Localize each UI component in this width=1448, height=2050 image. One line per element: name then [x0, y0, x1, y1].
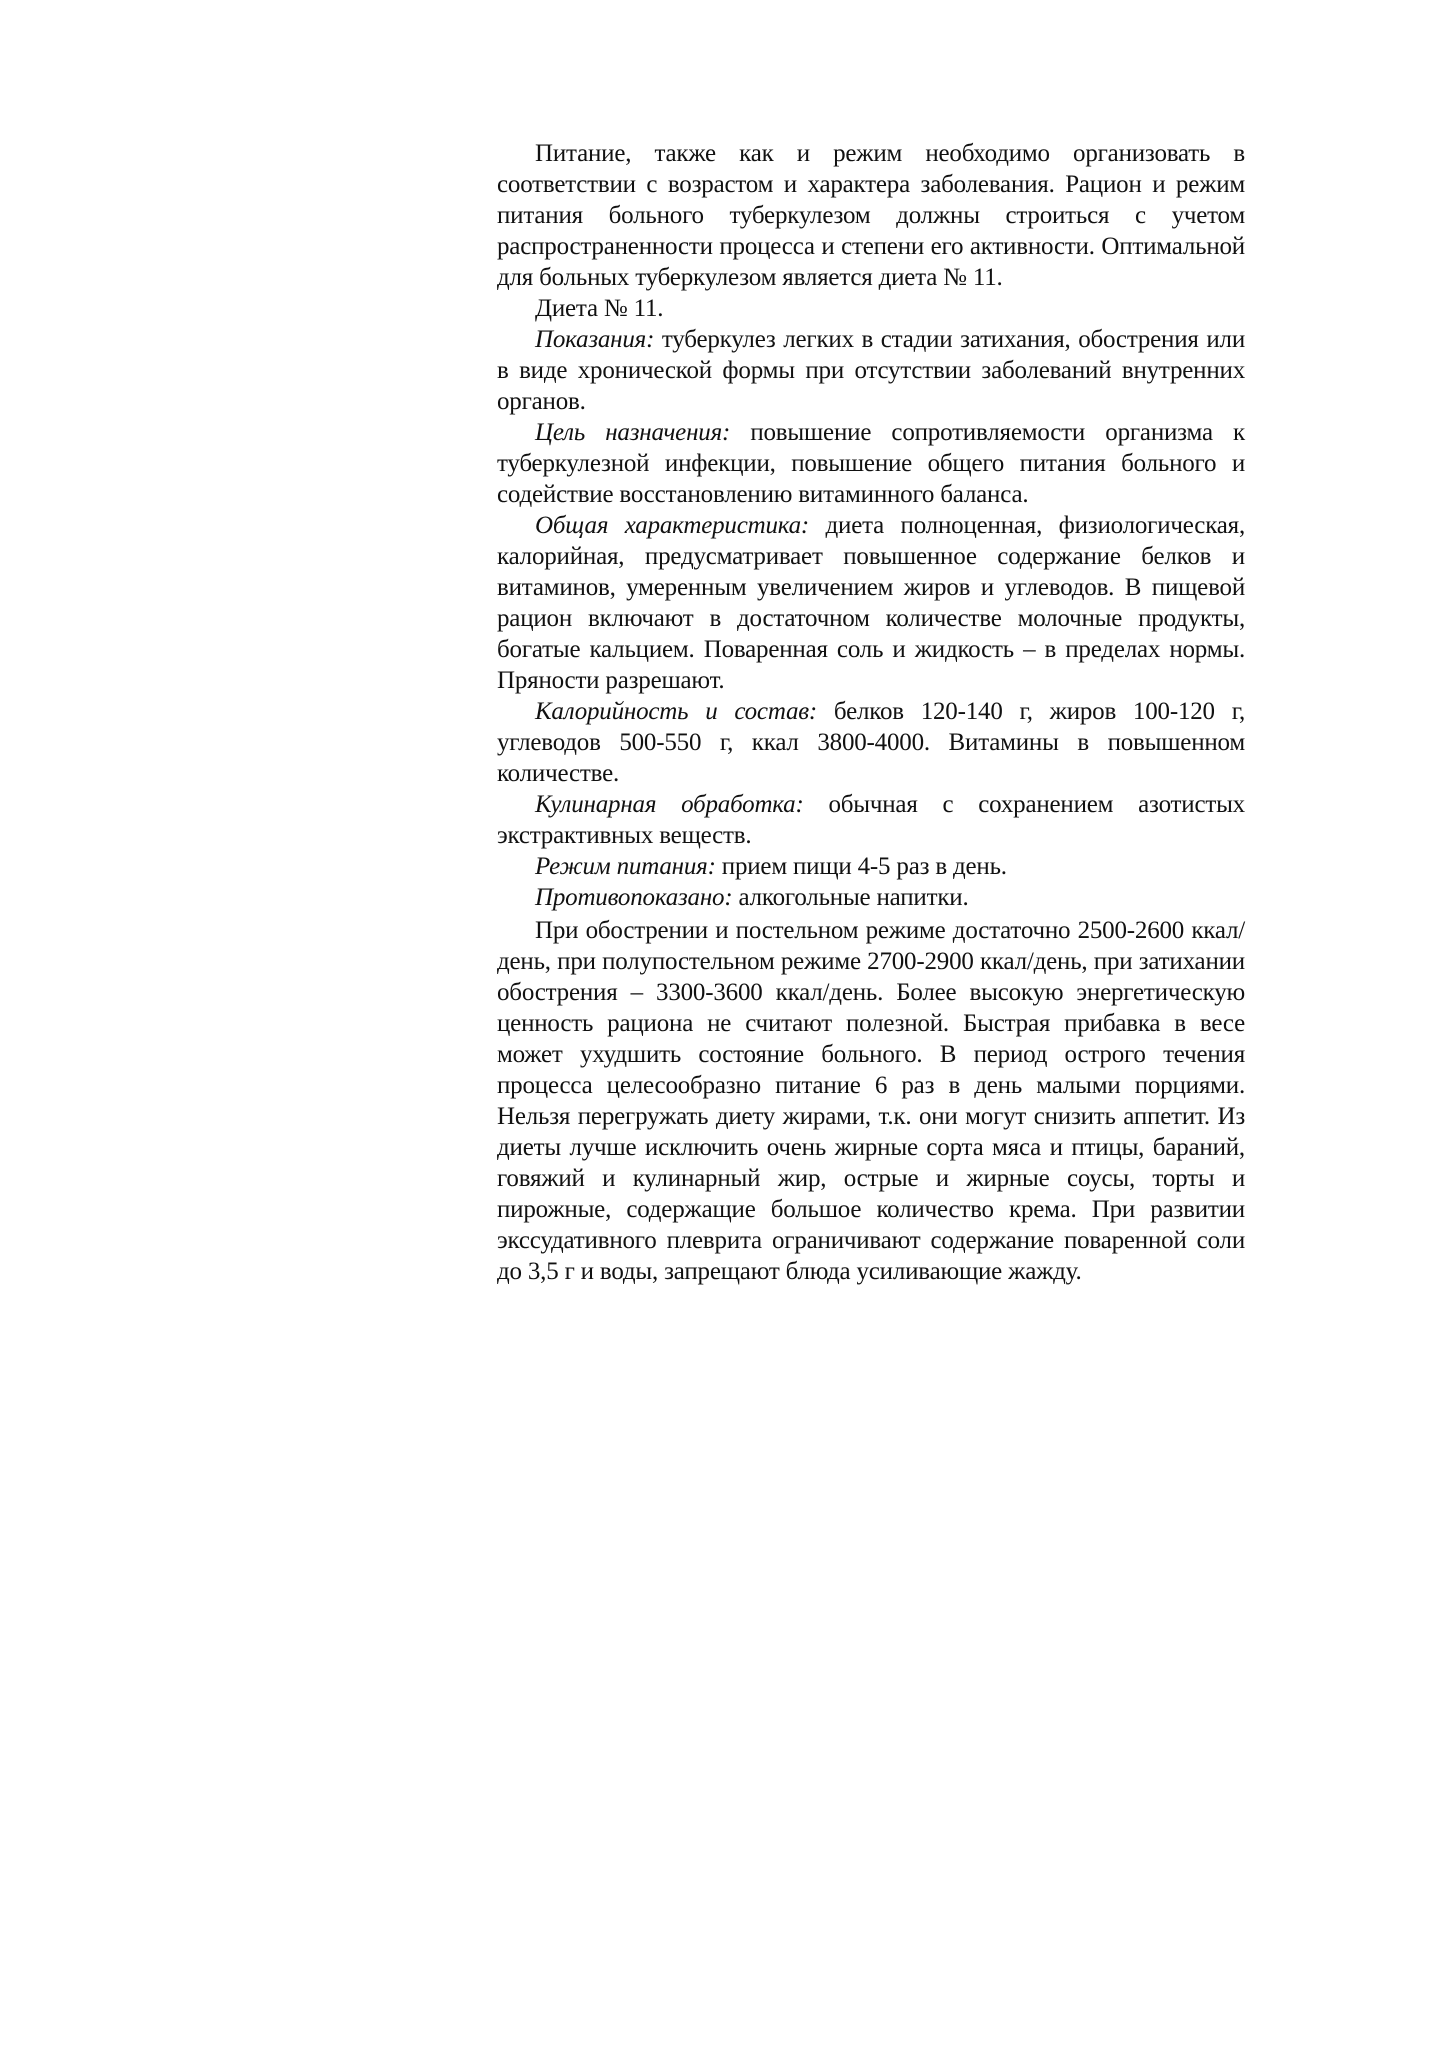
contra-label: Противопоказано:	[535, 884, 733, 911]
contra-paragraph	[497, 882, 1245, 913]
regime-label: Режим питания:	[535, 853, 716, 880]
calories-paragraph	[497, 696, 1245, 789]
final-paragraph: При обострении и постельном режиме достаточно 2500-2600 ккал/день, при полупостельном режиме 2700-2900 ккал/день, при затихании обострения – 3300-3600 ккал/день. Более высокую энергетическую ценность рациона не считают полезной. Быстрая прибавка в весе может ухудшить состояние больного. В период острого течения процесса целесообразно питание 6 раз в день малыми порциями. Нельзя перегружать диету жирами, т.к. они могут снизить аппетит. Из диеты лучше исключить очень жирные сорта мяса и птицы, бараний, говяжий и кулинарный жир, острые и жирные соусы, торты и пирожные, содержащие большое количество крема. При развитии экссудативного плеврита ограничивают содержание поваренной соли до 3,5 г и воды, запрещают блюда усиливающие жажду.	[497, 917, 1245, 1285]
purpose-paragraph	[497, 417, 1245, 510]
general-paragraph	[497, 510, 1245, 696]
culinary-paragraph	[497, 789, 1245, 851]
indications-label: Показания:	[535, 326, 655, 353]
general-label: Общая характеристика:	[535, 512, 810, 539]
contra-text: алкогольные напитки.	[732, 884, 969, 911]
indications-text: туберкулез легких в стадии затихания, обострения или в виде хронической формы при отсутствии заболеваний внутренних органов.	[497, 326, 1245, 415]
culinary-text: обычная с сохранением азотистых экстрактивных веществ.	[497, 791, 1245, 849]
regime-text: прием пищи 4-5 раз в день.	[715, 853, 1007, 880]
indications-paragraph	[497, 324, 1245, 417]
diet-title: Диета № 11.	[535, 295, 664, 322]
general-text: диета полноценная, физиологическая, калорийная, предусматривает повышенное содержание белков и витаминов, умеренным увеличением жиров и углеводов. В пищевой рацион включают в достаточном количестве молочные продукты, богатые кальцием. Поваренная соль и жидкость – в пределах нормы. Пряности разрешают.	[497, 512, 1246, 694]
intro-paragraph: Питание, также как и режим необходимо организовать в соответствии с возрастом и характера заболевания. Рацион и режим питания больного туберкулезом должны строиться с учетом распространенности процесса и степени его активности. Оптимальной для больных туберкулезом является диета № 11.	[497, 140, 1245, 291]
calories-label: Калорийность и состав:	[535, 698, 818, 725]
document-page	[497, 138, 1245, 1287]
calories-text: белков 120-140 г, жиров 100-120 г, углеводов 500-550 г, ккал 3800-4000. Витамины в повышенном количестве.	[497, 698, 1245, 787]
purpose-label: Цель назначения:	[535, 419, 731, 446]
regime-paragraph	[497, 851, 1245, 882]
culinary-label: Кулинарная обработка:	[535, 791, 804, 818]
purpose-text: повышение сопротивляемости организма к туберкулезной инфекции, повышение общего питания больного и содействие восстановлению витаминного баланса.	[497, 419, 1245, 508]
